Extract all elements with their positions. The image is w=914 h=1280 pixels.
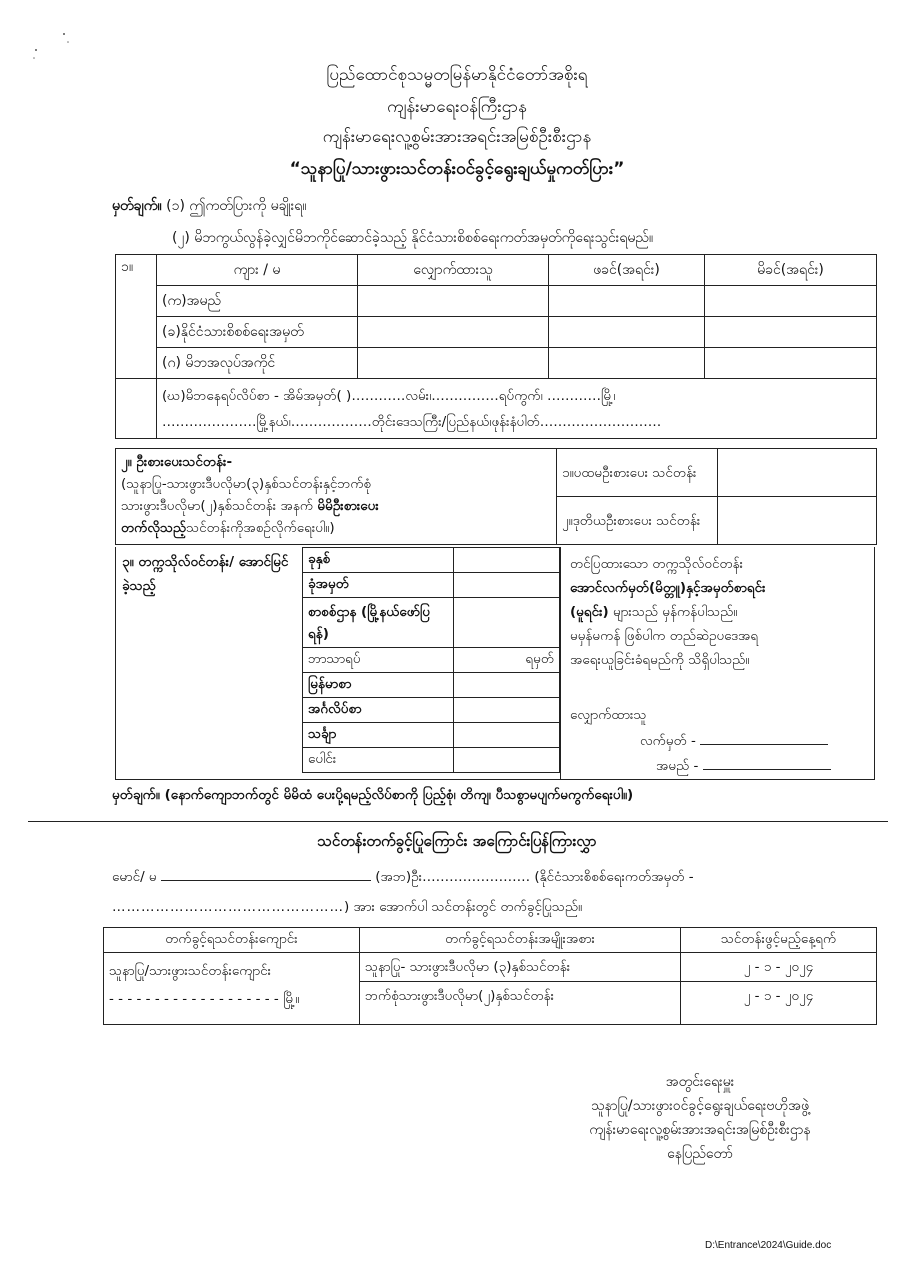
field-mother-name[interactable] (705, 286, 877, 317)
scan-speckles (28, 28, 78, 68)
signoff-city: နေပြည်တော် (667, 1146, 733, 1162)
signoff-department: ကျန်းမာရေးလူ့စွမ်းအားအရင်းအမြစ်ဦးစီးဌာန (589, 1122, 811, 1138)
exam-year-label: ခုနှစ် (303, 548, 454, 573)
field-english-score[interactable] (454, 698, 560, 723)
name-field[interactable] (703, 755, 831, 770)
section2-title: ၂။ ဦးစားပေးသင်တန်း- (121, 454, 233, 470)
admission-name-field[interactable] (161, 866, 371, 881)
admission-table (103, 927, 877, 1025)
admission-line2 (112, 898, 582, 918)
signature-row (640, 730, 828, 752)
row-name-label: (က)အမည် (157, 286, 358, 317)
declaration-line1: တင်ပြထားသော တက္ကသိုလ်ဝင်တန်း (570, 556, 744, 572)
field-total-score[interactable] (454, 748, 560, 773)
name-label: အမည် - (656, 758, 699, 774)
adm-date-1: ၂ - ၁ - ၂၀၂၄ (681, 953, 876, 982)
adm-school-cell (104, 953, 360, 1025)
field-father-nrc[interactable] (549, 317, 705, 348)
section2-desc3-text: သင်တန်းကိုအစဉ်လိုက်ရေးပါ။) (186, 520, 335, 536)
field-applicant-nrc[interactable] (358, 317, 549, 348)
field-myanmar-score[interactable] (454, 673, 560, 698)
admission-father-nrc: (အဘ)ဦး…………………… (နိုင်ငံသားစိစစ်ရေးကတ်အမှတ် - (375, 869, 694, 885)
section2-desc3 (121, 517, 551, 539)
page-title: “သူနာပြု/သားဖွားသင်တန်းဝင်ခွင့်ရွေးချယ်မှုကတ်ပြား” (289, 159, 625, 179)
roll-no-label: ခုံအမှတ် (303, 573, 454, 598)
maths-label: သင်္ချာ (303, 723, 454, 748)
section2-table (115, 448, 877, 545)
address-cell[interactable] (157, 379, 877, 439)
field-roll-no[interactable] (454, 573, 560, 598)
myanmar-label: မြန်မာစာ (303, 673, 454, 698)
admission-nrc-dots: ………………………………………… (112, 899, 344, 915)
col-gender: ကျား / မ (157, 255, 358, 286)
address-line2: …………………မြို့နယ်၊………………တိုင်းဒေသကြီး/ပြည်နယ်၊ဖုန်းနံပါတ်……………………… (162, 413, 662, 430)
file-path: D:\Entrance\2024\Guide.doc (705, 1240, 832, 1251)
section2-desc2-bold: မိမိဦးစားပေး (317, 498, 379, 514)
admission-title: သင်တန်းတက်ခွင့်ပြုကြောင်း အကြောင်းပြန်ကြားလွှာ (317, 832, 597, 850)
adm-type-1: သူနာပြု- သားဖွားဒီပလိုမာ (၃)နှစ်သင်တန်း (360, 953, 680, 982)
cut-line (28, 821, 888, 822)
address-line1: (ဃ)မိဘနေရပ်လိပ်စာ - အိမ်အမှတ်( )…………လမ်း၊……………ရပ်ကွက်၊ …………မြို့၊ (162, 387, 616, 404)
declaration-line4: မမှန်မကန် ဖြစ်ပါက တည်ဆဲဥပဒေအရ (570, 628, 759, 644)
field-mother-occupation[interactable] (705, 348, 877, 379)
signoff-title: အတွင်းရေးမှူး (665, 1074, 735, 1090)
field-exam-center[interactable] (454, 598, 560, 648)
declaration-line3 (570, 600, 870, 624)
section1-table (115, 254, 877, 439)
adm-type-cell (360, 953, 681, 1025)
footer-note: မှတ်ချက်။ (နောက်ကျောဘက်တွင် မိမိထံ ပေးပို့ရမည့်လိပ်စာကို ပြည့်စုံ၊ တိကျ၊ ပီသစွာမပျက်မကွက်ရေးပါ။) (112, 787, 634, 803)
declaration-line5: အရေးယူခြင်းခံရမည်ကို သိရှိပါသည်။ (570, 652, 750, 668)
notes-line1 (112, 196, 307, 217)
subject-label: ဘာသာရပ် (303, 648, 454, 673)
admission-allowed: ) အား အောက်ပါ သင်တန်းတွင် တက်ခွင့်ပြုသည်။ (344, 899, 583, 915)
field-pref2[interactable] (718, 497, 877, 545)
adm-col-date: သင်တန်းဖွင့်မည့်နေ့ရက် (681, 928, 877, 953)
field-father-occupation[interactable] (549, 348, 705, 379)
admission-mg-ma: မောင်/ မ (112, 869, 157, 885)
field-applicant-name[interactable] (358, 286, 549, 317)
declaration (570, 552, 870, 672)
adm-school: သူနာပြု/သားဖွားသင်တန်းကျောင်း (109, 963, 272, 979)
row-nrc-label: (ခ)နိုင်ငံသားစိစစ်ရေးအမှတ် (157, 317, 358, 348)
pref1-label: ၁။ပထမဦးစားပေး သင်တန်း (557, 449, 718, 497)
col-mother: မိခင်(အရင်း) (705, 255, 877, 286)
signoff (490, 1070, 910, 1166)
row-occupation-label: (ဂ) မိဘအလုပ်အကိုင် (157, 348, 358, 379)
field-exam-year[interactable] (454, 548, 560, 573)
total-label: ပေါင်း (303, 748, 454, 773)
section2-desc1: (သူနာပြု-သားဖွားဒီပလိုမာ(၃)နှစ်သင်တန်းနှင့်ဘက်စုံ (121, 476, 372, 492)
field-maths-score[interactable] (454, 723, 560, 748)
adm-school-city: - - - - - - - - - - - - - - - - - - - မြို့။ (109, 991, 300, 1007)
pref2-label: ၂။ဒုတိယဦးစားပေး သင်တန်း (557, 497, 718, 545)
adm-col-school: တက်ခွင့်ရသင်တန်းကျောင်း (104, 928, 360, 953)
section3-divider (560, 547, 561, 779)
name-row (656, 755, 831, 777)
signoff-committee: သူနာပြု/သားဖွားဝင်ခွင့်ရွေးချယ်ရေးဗဟိုအဖွဲ့ (591, 1098, 809, 1114)
section2-desc (116, 449, 557, 545)
field-pref1[interactable] (718, 449, 877, 497)
note-2: (၂) မိဘကွယ်လွန်ခဲ့လျှင်မိဘကိုင်ဆောင်ခဲ့သည့် နိုင်ငံသားစိစစ်ရေးကတ်အမှတ်ကိုရေးသွင်းရမည်။ (172, 230, 654, 246)
header-line2: ကျန်းမာရေးဝန်ကြီးဌာန (387, 97, 527, 117)
field-father-name[interactable] (549, 286, 705, 317)
declaration-line2: အောင်လက်မှတ်(မိတ္တူ)နှင့်အမှတ်စာရင်း (570, 580, 766, 596)
field-applicant-occupation[interactable] (358, 348, 549, 379)
section1-number: ၁။ (116, 255, 157, 379)
section2-desc2 (121, 495, 551, 517)
field-mother-nrc[interactable] (705, 317, 877, 348)
applicant-label: လျှောက်ထားသူ (570, 707, 647, 723)
section3-table (302, 547, 560, 773)
admission-line1 (112, 866, 892, 888)
col-applicant: လျှောက်ထားသူ (358, 255, 549, 286)
header-line1: ပြည်ထောင်စုသမ္မတမြန်မာနိုင်ငံတော်အစိုးရ (326, 65, 588, 85)
score-header: ရမှတ် (454, 648, 560, 673)
section2-desc2-text: သားဖွားဒီပလိုမာ(၂)နှစ်သင်တန်း အနက် (121, 498, 318, 514)
notes-label: မှတ်ချက်။ (112, 198, 162, 214)
section3-title: ၃။ တက္ကသိုလ်ဝင်တန်း/ အောင်မြင်ခဲ့သည့် (122, 554, 289, 594)
exam-center-label: စာစစ်ဌာန (မြို့နယ်ဖော်ပြရန်) (303, 598, 454, 648)
signature-label: လက်မှတ် - (640, 733, 696, 749)
english-label: အင်္ဂလိပ်စာ (303, 698, 454, 723)
section2-desc3-bold: တက်လိုသည့် (121, 520, 187, 536)
signature-field[interactable] (700, 730, 828, 745)
adm-col-type: တက်ခွင့်ရသင်တန်းအမျိုးအစား (360, 928, 681, 953)
note-1: (၁) ဤကတ်ပြားကို မချိုးရ။ (166, 198, 307, 214)
adm-type-2: ဘက်စုံသားဖွားဒီပလိုမာ(၂)နှစ်သင်တန်း (365, 988, 555, 1004)
adm-date-cell (681, 953, 877, 1025)
col-father: ဖခင်(အရင်း) (549, 255, 705, 286)
header-line3: ကျန်းမာရေးလူ့စွမ်းအားအရင်းအမြစ်ဦးစီးဌာန (322, 127, 592, 147)
declaration-line3-bold: (မူရင်း) (570, 604, 609, 620)
adm-date-2: ၂ - ၁ - ၂၀၂၄ (743, 988, 814, 1004)
declaration-line3-text: များသည် မှန်ကန်ပါသည်။ (608, 604, 738, 620)
